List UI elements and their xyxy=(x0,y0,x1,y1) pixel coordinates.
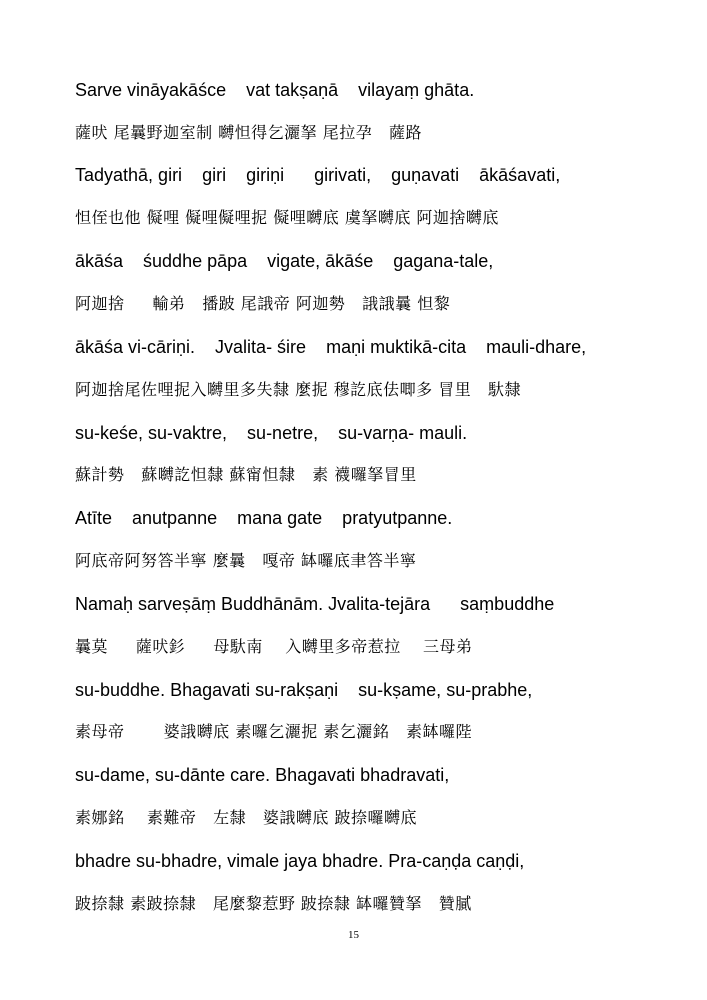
verse-line-cjk: 曩莫 薩吠釤 母馱南 入嚩里多帝惹拉 三母弟 xyxy=(75,637,473,656)
verse-line-cjk: 素母帝 婆誐嚩底 素囉乞灑抳 素乞灑銘 素缽囉陛 xyxy=(75,722,473,741)
verse-line-cjk: 薩吠 尾曩野迦室制 嚩怛得乞灑拏 尾拉孕 薩路 xyxy=(75,123,423,142)
verse-line-cjk: 跛捺隸 素跛捺隸 尾麼黎惹野 跛捺隸 缽囉贊拏 贊膩 xyxy=(75,894,472,913)
verse-line-latin: bhadre su-bhadre, vimale jaya bhadre. Pra-caṇḍa caṇḍi, xyxy=(75,851,525,871)
verse-line-cjk: 素娜銘 素難帝 左隸 婆誐嚩底 跛捺囉嚩底 xyxy=(75,808,417,827)
verse-line-cjk: 怛侄也他 儗哩 儗哩儗哩抳 儗哩嚩底 虞拏嚩底 阿迦捨嚩底 xyxy=(75,208,499,227)
page-number: 15 xyxy=(348,929,359,941)
verse-line-latin: Namaḥ sarveṣāṃ Buddhānām. Jvalita-tejāra saṃbuddhe xyxy=(75,594,555,614)
verse-line-latin: su-buddhe. Bhagavati su-rakṣaṇi su-kṣame, su-prabhe, xyxy=(75,680,533,700)
verse-line-cjk: 阿迦捨尾佐哩抳入嚩里多失隸 麼抳 穆訖底佉唧多 冒里 馱隸 xyxy=(75,380,522,399)
verse-line-latin: su-keśe, su-vaktre, su-netre, su-varṇa- mauli. xyxy=(75,423,468,443)
verse-line-latin: su-dame, su-dānte care. Bhagavati bhadravati, xyxy=(75,765,450,785)
verse-line-latin: Sarve vināyakāśce vat takṣaṇā vilayaṃ ghāta. xyxy=(75,80,475,100)
verse-line-latin: ākāśa śuddhe pāpa vigate, ākāśe gagana-tale, xyxy=(75,251,494,271)
verse-line-latin: ākāśa vi-cāriṇi. Jvalita- śire maṇi muktikā-cita mauli-dhare, xyxy=(75,337,587,357)
verse-line-cjk: 阿底帝阿努答半寧 麼曩 嘎帝 缽囉底聿答半寧 xyxy=(75,551,417,570)
verse-line-cjk: 阿迦捨 輸弟 播跛 尾誐帝 阿迦勢 誐誐曩 怛黎 xyxy=(75,294,451,313)
verse-line-latin: Tadyathā, giri giri giriṇi girivati, guṇavati ākāśavati, xyxy=(75,165,561,185)
verse-line-cjk: 蘇計勢 蘇嚩訖怛隸 蘇甯怛隸 素 襪囉拏冒里 xyxy=(75,465,417,484)
verse-line-latin: Atīte anutpanne mana gate pratyutpanne. xyxy=(75,508,453,528)
